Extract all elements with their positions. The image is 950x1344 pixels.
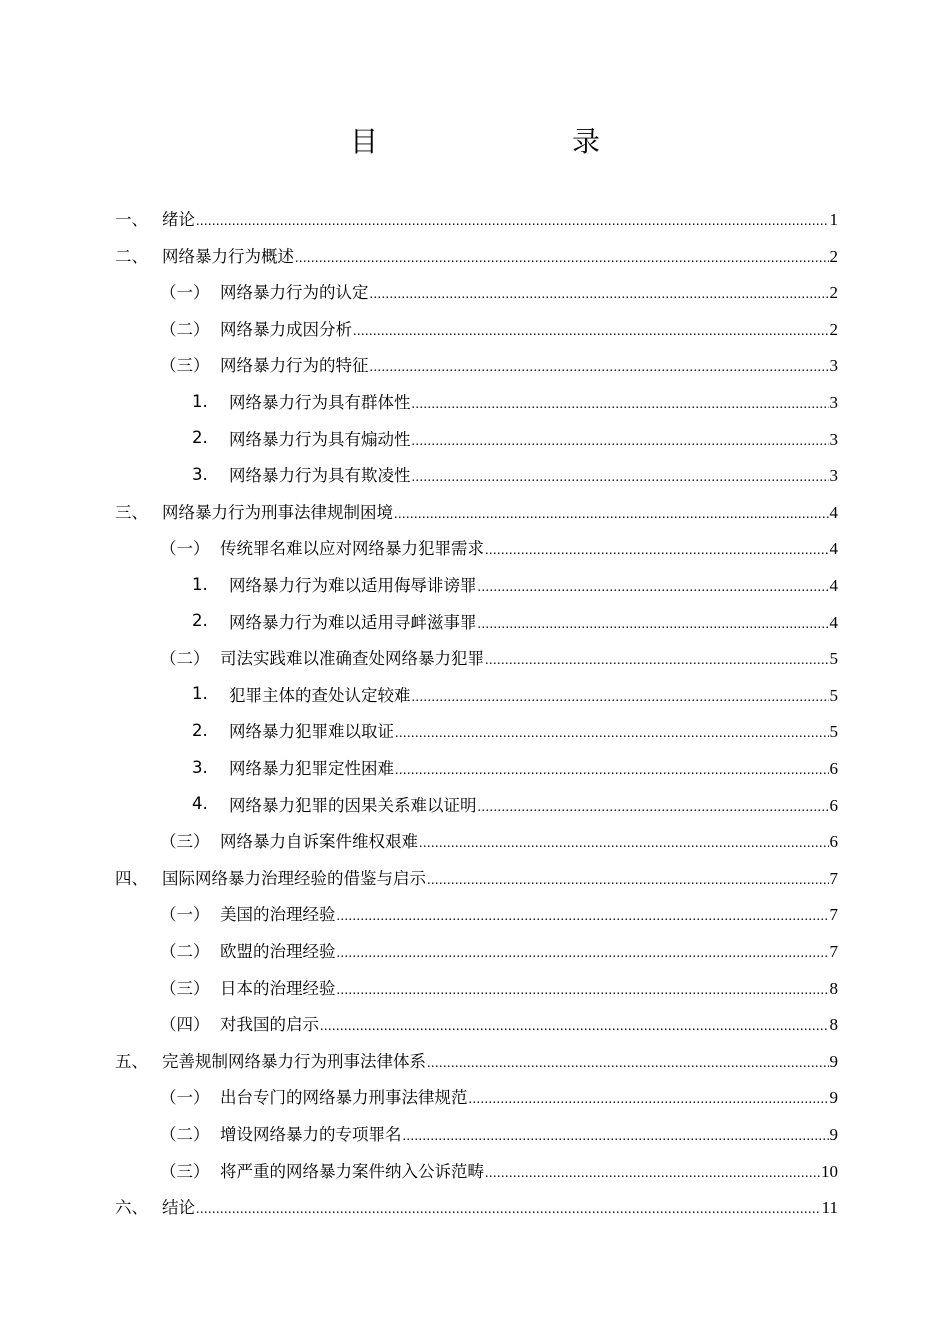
toc-entry-body (162, 1194, 838, 1218)
toc-dot-leader (419, 832, 829, 852)
toc-page-number: 2 (829, 246, 838, 266)
toc-entry-number: 1. (192, 574, 208, 594)
toc-entry[interactable] (0, 749, 950, 785)
toc-entry-label: 网络暴力行为具有群体性 (229, 393, 411, 412)
toc-entry[interactable] (0, 493, 950, 529)
toc-entry[interactable] (0, 859, 950, 895)
toc-entry-body (162, 1048, 838, 1072)
toc-dot-leader (485, 1162, 820, 1182)
toc-dot-leader (412, 393, 829, 413)
toc-dot-leader (485, 539, 829, 559)
toc-entry-label: 网络暴力行为的认定 (220, 283, 369, 303)
toc-entry[interactable] (0, 1078, 950, 1114)
toc-page-number: 9 (829, 1088, 838, 1108)
toc-entry[interactable] (0, 200, 950, 236)
toc-entry-label: 出台专门的网络暴力刑事法律规范 (220, 1088, 468, 1108)
toc-entry-number: 六、 (115, 1198, 148, 1218)
toc-dot-leader (370, 356, 829, 376)
toc-page-number: 6 (829, 832, 838, 852)
toc-entry[interactable] (0, 1005, 950, 1041)
toc-entry[interactable] (0, 1152, 950, 1188)
toc-entry-body (220, 938, 838, 962)
toc-entry-body (229, 792, 838, 816)
toc-entry-body (229, 755, 838, 779)
toc-dot-leader (403, 1125, 829, 1145)
toc-dot-leader (395, 722, 829, 742)
toc-entry-label: 欧盟的治理经验 (220, 942, 336, 961)
toc-entry[interactable] (0, 1188, 950, 1224)
toc-entry-body (229, 718, 838, 742)
toc-entry-number: 2. (192, 611, 208, 631)
toc-entry-body (220, 645, 838, 669)
toc-entry-number: （一） (160, 539, 210, 559)
toc-title: 目 录 (349, 125, 646, 158)
toc-entry-label: 网络暴力行为难以适用侮辱诽谤罪 (229, 576, 477, 595)
toc-entry-label: 网络暴力自诉案件维权艰难 (220, 832, 418, 852)
toc-entry[interactable] (0, 273, 950, 309)
toc-entry-label: 网络暴力行为的特征 (220, 356, 369, 376)
toc-entry[interactable] (0, 603, 950, 639)
toc-page-number: 11 (821, 1198, 838, 1218)
toc-entry-number: （一） (160, 1088, 210, 1108)
toc-entry-label: 网络暴力犯罪定性困难 (229, 759, 394, 778)
toc-dot-leader (412, 686, 829, 706)
toc-entry-body (229, 609, 838, 633)
toc-dot-leader (320, 1015, 829, 1035)
toc-entry-label: 网络暴力行为难以适用寻衅滋事罪 (229, 612, 477, 632)
toc-entry[interactable] (0, 1115, 950, 1151)
toc-entry-label: 完善规制网络暴力行为刑事法律体系 (162, 1051, 426, 1071)
toc-entry-number: （二） (160, 319, 210, 339)
toc-entry-number: （二） (160, 1125, 210, 1144)
toc-dot-leader (412, 430, 829, 450)
toc-entry-number: （四） (160, 1015, 210, 1035)
toc-entry[interactable] (0, 895, 950, 931)
toc-dot-leader (337, 905, 829, 925)
toc-page-number: 10 (821, 1161, 838, 1181)
toc-entry-label: 网络暴力行为具有欺凌性 (229, 466, 411, 486)
toc-page-number: 8 (829, 1015, 838, 1035)
toc-entry-label: 网络暴力犯罪难以取证 (229, 722, 394, 742)
toc-page-number: 3 (829, 466, 838, 486)
toc-page-number: 2 (829, 283, 838, 303)
toc-entry-number: （三） (160, 1161, 210, 1181)
toc-entry-number: （一） (160, 905, 210, 925)
toc-entry-number: 三、 (115, 502, 148, 522)
toc-entry-body (220, 535, 838, 559)
toc-entry[interactable] (0, 712, 950, 748)
toc-entry-number: 3. (192, 464, 208, 484)
toc-page-number: 5 (829, 649, 838, 669)
toc-entry-label: 日本的治理经验 (220, 978, 336, 998)
toc-entry-body (162, 865, 838, 889)
toc-entry-number: （三） (160, 832, 210, 852)
toc-entry-number: 1. (192, 391, 208, 411)
toc-entry-label: 将严重的网络暴力案件纳入公诉范畴 (220, 1161, 484, 1181)
toc-entry-body (220, 975, 838, 999)
toc-entry-body (220, 316, 838, 340)
toc-entry-number: 四、 (115, 868, 148, 888)
toc-entry-number: （一） (160, 283, 210, 303)
toc-entry[interactable] (0, 529, 950, 565)
toc-page-number: 1 (829, 210, 838, 229)
toc-entry-label: 网络暴力行为概述 (162, 246, 294, 266)
toc-entry[interactable] (0, 237, 950, 273)
toc-entry-body (229, 389, 838, 413)
toc-entry-body (220, 901, 838, 925)
toc-entry-body (229, 426, 838, 450)
toc-entry[interactable] (0, 1042, 950, 1078)
toc-entry-number: 二、 (115, 246, 148, 266)
toc-entry-number: 2. (192, 428, 208, 448)
toc-entry-number: （二） (160, 942, 210, 961)
toc-entry-number: 一、 (115, 210, 148, 229)
toc-entry-label: 绪论 (162, 210, 195, 229)
toc-entry[interactable] (0, 383, 950, 419)
toc-dot-leader (485, 649, 829, 669)
toc-entry-number: （三） (160, 978, 210, 998)
toc-entry[interactable] (0, 310, 950, 346)
toc-dot-leader (478, 576, 829, 596)
toc-dot-leader (427, 869, 829, 889)
toc-page-number: 4 (829, 502, 838, 522)
toc-entry-label: 增设网络暴力的专项罪名 (220, 1125, 402, 1144)
toc-dot-leader (394, 503, 829, 523)
toc-entry-label: 结论 (162, 1198, 195, 1218)
toc-entry-label: 网络暴力犯罪的因果关系难以证明 (229, 795, 477, 815)
toc-entry-body (220, 1121, 838, 1145)
toc-entry-body (220, 828, 838, 852)
toc-entry[interactable] (0, 932, 950, 968)
toc-entry-body (162, 243, 838, 267)
toc-page-number: 3 (829, 393, 838, 412)
toc-dot-leader (478, 796, 829, 816)
toc-page-number: 6 (829, 795, 838, 815)
toc-page-number: 9 (829, 1125, 838, 1144)
toc-entry-label: 网络暴力成因分析 (220, 319, 352, 339)
toc-entry[interactable] (0, 346, 950, 382)
toc-page-number: 8 (829, 978, 838, 998)
toc-dot-leader (196, 210, 829, 230)
toc-dot-leader (412, 466, 829, 486)
toc-page-number: 5 (829, 722, 838, 742)
toc-entry-label: 司法实践难以准确查处网络暴力犯罪 (220, 649, 484, 669)
toc-entry-body (220, 1011, 838, 1035)
toc-entry-label: 犯罪主体的查处认定较难 (229, 685, 411, 705)
toc-dot-leader (337, 979, 829, 999)
toc-entry-body (162, 206, 838, 230)
toc-page-number: 5 (829, 685, 838, 705)
toc-entry-label: 国际网络暴力治理经验的借鉴与启示 (162, 868, 426, 888)
toc-page-number: 7 (829, 868, 838, 888)
toc-dot-leader (478, 613, 829, 633)
toc-entry-body (229, 682, 838, 706)
toc-entry[interactable] (0, 969, 950, 1005)
toc-entry-number: 五、 (115, 1051, 148, 1071)
toc-dot-leader (196, 1198, 821, 1218)
toc-entry-label: 网络暴力行为具有煽动性 (229, 429, 411, 449)
toc-dot-leader (295, 247, 829, 267)
toc-page-number: 3 (829, 356, 838, 376)
toc-dot-leader (370, 283, 829, 303)
toc-entry-number: 1. (192, 684, 208, 704)
toc-entry-body (229, 572, 838, 596)
toc-entry-body (162, 499, 838, 523)
toc-entry-number: （三） (160, 356, 210, 376)
toc-page-number: 4 (829, 539, 838, 559)
toc-page-number: 3 (829, 429, 838, 449)
toc-entry[interactable] (0, 822, 950, 858)
toc-entry-label: 网络暴力行为刑事法律规制困境 (162, 502, 393, 522)
toc-page-number: 7 (829, 905, 838, 925)
toc-entry[interactable] (0, 566, 950, 602)
toc-entry[interactable] (0, 676, 950, 712)
toc-entry-number: 3. (192, 757, 208, 777)
toc-entry-label: 传统罪名难以应对网络暴力犯罪需求 (220, 539, 484, 559)
toc-entry-label: 美国的治理经验 (220, 905, 336, 925)
toc-entry[interactable] (0, 420, 950, 456)
toc-entry-label: 对我国的启示 (220, 1015, 319, 1035)
toc-dot-leader (337, 942, 829, 962)
toc-entry[interactable] (0, 639, 950, 675)
toc-page-number: 4 (829, 612, 838, 632)
toc-page-number: 6 (829, 759, 838, 778)
toc-entry-body (220, 1084, 838, 1108)
toc-dot-leader (469, 1088, 829, 1108)
toc-page-number: 2 (829, 319, 838, 339)
toc-dot-leader (427, 1052, 829, 1072)
toc-entry-number: （二） (160, 649, 210, 669)
toc-dot-leader (395, 759, 829, 779)
toc-entry[interactable] (0, 456, 950, 492)
toc-page-number: 4 (829, 576, 838, 595)
toc-entry-number: 4. (192, 794, 208, 814)
toc-entry-number: 2. (192, 720, 208, 740)
toc-entry-body (220, 1158, 838, 1182)
toc-entry-body (220, 279, 838, 303)
toc-dot-leader (353, 320, 829, 340)
toc-entry-body (220, 352, 838, 376)
toc-entry[interactable] (0, 786, 950, 822)
toc-page-number: 9 (829, 1051, 838, 1071)
toc-page-number: 7 (829, 942, 838, 961)
toc-entry-body (229, 462, 838, 486)
